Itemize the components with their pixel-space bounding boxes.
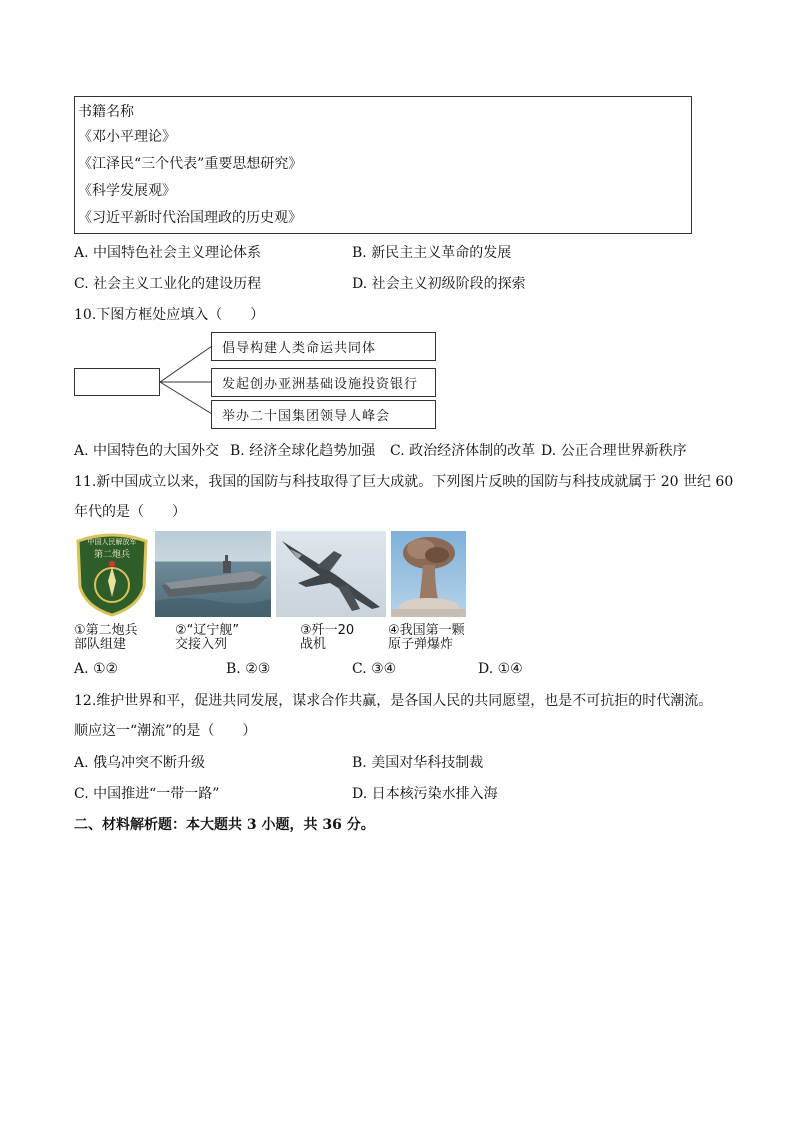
q11-option-b[interactable]: B. ②③ xyxy=(226,661,271,677)
q12-option-b[interactable]: B. 美国对华科技制裁 xyxy=(352,755,484,771)
q11-option-c[interactable]: C. ③④ xyxy=(352,661,397,677)
q9-option-b[interactable]: B. 新民主主义革命的发展 xyxy=(352,245,512,261)
book-table xyxy=(74,96,692,234)
q12-stem-line1: 12.维护世界和平，促进共同发展，谋求合作共赢，是各国人民的共同愿望，也是不可抗拒的时代潮流。 xyxy=(74,693,713,709)
q9-option-c[interactable]: C. 社会主义工业化的建设历程 xyxy=(74,276,262,292)
book-item-2: 《江泽民“三个代表”重要思想研究》 xyxy=(78,156,303,172)
badge-image xyxy=(74,531,150,617)
q11-stem-line1: 11.新中国成立以来，我国的国防与科技取得了巨大成就。下列图片反映的国防与科技成就属于 20 世纪 60 xyxy=(74,474,734,490)
book-item-4: 《习近平新时代治国理政的历史观》 xyxy=(78,210,302,226)
caption-4-line2: 原子弹爆炸 xyxy=(388,637,454,652)
q11-option-d[interactable]: D. ①④ xyxy=(478,661,523,677)
diagram-item-3: 举办二十国集团领导人峰会 xyxy=(211,400,436,429)
q12-option-d[interactable]: D. 日本核污染水排入海 xyxy=(352,786,498,802)
carrier-image xyxy=(155,531,271,617)
diagram-item-2: 发起创办亚洲基础设施投资银行 xyxy=(211,368,436,397)
caption-1-line2: 部队组建 xyxy=(74,637,127,652)
caption-3-line2: 战机 xyxy=(300,637,327,652)
book-item-3: 《科学发展观》 xyxy=(78,183,176,199)
q10-option-a[interactable]: A. 中国特色的大国外交 xyxy=(74,443,220,459)
q9-option-a[interactable]: A. 中国特色社会主义理论体系 xyxy=(74,245,262,261)
badge-text-1: 中国人民解放军 xyxy=(87,538,137,546)
q10-option-d[interactable]: D. 公正合理世界新秩序 xyxy=(541,443,687,459)
q12-option-c[interactable]: C. 中国推进“一带一路” xyxy=(74,786,220,802)
caption-3-line1: ③歼一20 xyxy=(300,623,355,638)
q10-option-b[interactable]: B. 经济全球化趋势加强 xyxy=(230,443,376,459)
q11-option-a[interactable]: A. ①② xyxy=(74,661,119,677)
caption-2-line2: 交接入列 xyxy=(175,637,228,652)
q10-option-c[interactable]: C. 政治经济体制的改革 xyxy=(390,443,536,459)
atomic-bomb-image xyxy=(391,531,466,617)
table-header: 书籍名称 xyxy=(78,104,134,120)
q12-stem-line2: 顺应这一“潮流”的是（ ） xyxy=(74,723,257,739)
blank-box xyxy=(74,368,160,396)
q11-stem-line2: 年代的是（ ） xyxy=(74,504,186,520)
q9-option-d[interactable]: D. 社会主义初级阶段的探索 xyxy=(352,276,526,292)
jet-image xyxy=(276,531,386,617)
connector-lines xyxy=(158,330,214,430)
q10-stem: 10.下图方框处应填入（ ） xyxy=(74,307,265,323)
caption-2-line1: ②“辽宁舰” xyxy=(175,623,240,638)
badge-text-2: 第二炮兵 xyxy=(93,550,130,560)
diagram-item-1: 倡导构建人类命运共同体 xyxy=(211,332,436,361)
section-heading: 二、材料解析题：本大题共 3 小题，共 36 分。 xyxy=(74,817,375,833)
caption-4-line1: ④我国第一颗 xyxy=(388,623,465,638)
q12-option-a[interactable]: A. 俄乌冲突不断升级 xyxy=(74,755,206,771)
caption-1-line1: ①第二炮兵 xyxy=(74,623,138,638)
book-item-1: 《邓小平理论》 xyxy=(78,129,176,145)
